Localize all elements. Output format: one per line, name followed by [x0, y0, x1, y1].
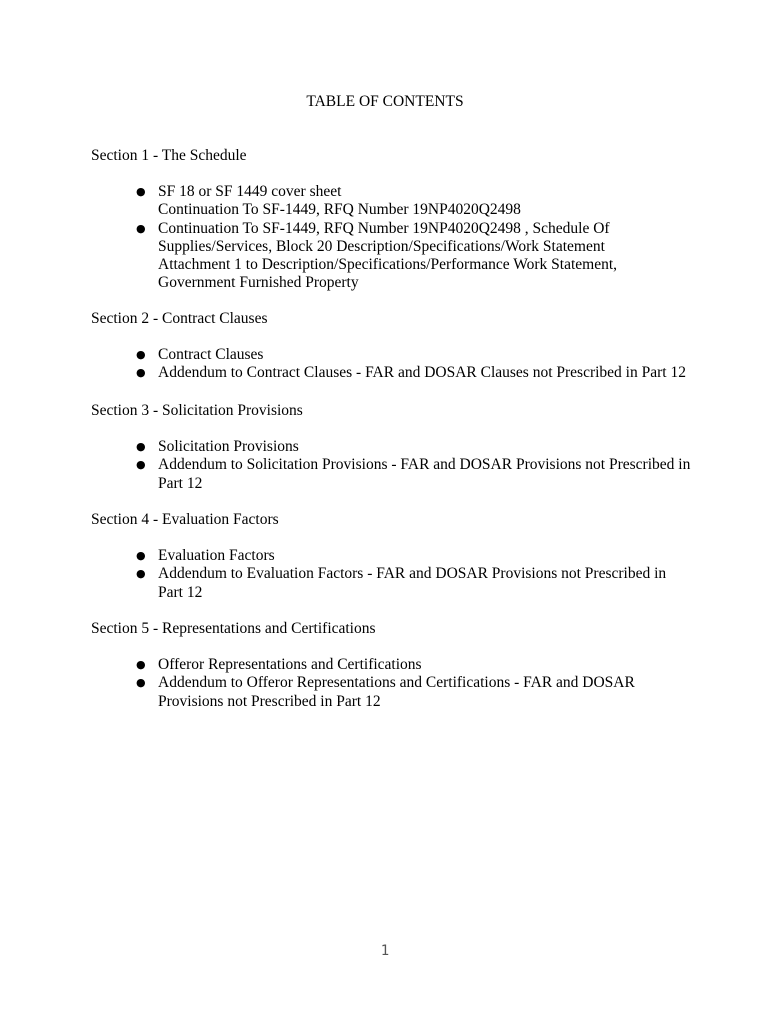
bullet-icon: ● [136, 676, 146, 690]
section-2 [91, 310, 691, 383]
list-item [91, 183, 691, 219]
bullet-icon: ● [136, 549, 146, 563]
item-line: Addendum to Solicitation Provisions - FAR and DOSAR Provisions not Prescribed in [158, 456, 691, 474]
item-line: Supplies/Services, Block 20 Description/Specifications/Work Statement [158, 237, 605, 255]
section-heading: Section 5 - Representations and Certifications [91, 620, 376, 637]
list-item [91, 547, 691, 565]
item-line: Evaluation Factors [158, 547, 275, 565]
item-line: Contract Clauses [158, 346, 264, 364]
bullet-icon: ● [136, 458, 146, 472]
bullet-icon: ● [136, 185, 146, 199]
item-line: Offeror Representations and Certifications [158, 656, 422, 674]
bullet-icon: ● [136, 658, 146, 672]
bullet-icon: ● [136, 366, 146, 380]
section-items [91, 547, 691, 602]
section-items [91, 346, 691, 382]
section-items [91, 656, 691, 711]
section-items [91, 438, 691, 493]
list-item [91, 456, 691, 492]
list-item [91, 674, 691, 710]
item-line: Part 12 [158, 474, 203, 492]
item-line: Addendum to Offeror Representations and Certifications - FAR and DOSAR [158, 674, 635, 692]
list-item [91, 438, 691, 456]
list-item [91, 346, 691, 364]
list-item [91, 656, 691, 674]
item-line: Addendum to Contract Clauses - FAR and DOSAR Clauses not Prescribed in Part 12 [158, 364, 686, 382]
section-1 [91, 147, 691, 292]
section-3 [91, 402, 691, 493]
item-line: Part 12 [158, 583, 203, 601]
bullet-icon: ● [136, 440, 146, 454]
item-line: Continuation To SF-1449, RFQ Number 19NP4020Q2498 [158, 201, 521, 219]
bullet-icon: ● [136, 348, 146, 362]
list-item [91, 220, 691, 293]
section-4 [91, 511, 691, 602]
section-heading: Section 4 - Evaluation Factors [91, 511, 279, 528]
page-title: TABLE OF CONTENTS [306, 93, 464, 110]
item-line: Addendum to Evaluation Factors - FAR and DOSAR Provisions not Prescribed in [158, 565, 667, 583]
item-line: Government Furnished Property [158, 274, 359, 292]
item-line: SF 18 or SF 1449 cover sheet [158, 183, 342, 201]
section-items [91, 183, 691, 292]
section-5 [91, 620, 691, 711]
section-heading: Section 2 - Contract Clauses [91, 310, 268, 327]
item-line: Attachment 1 to Description/Specifications/Performance Work Statement, [158, 256, 618, 274]
section-heading: Section 1 - The Schedule [91, 147, 247, 164]
item-line: Provisions not Prescribed in Part 12 [158, 692, 381, 710]
item-line: Solicitation Provisions [158, 438, 299, 456]
section-heading: Section 3 - Solicitation Provisions [91, 402, 303, 419]
list-item [91, 364, 691, 382]
bullet-icon: ● [136, 567, 146, 581]
bullet-icon: ● [136, 221, 146, 235]
page-number: 1 [380, 943, 390, 959]
item-line: Continuation To SF-1449, RFQ Number 19NP4020Q2498 , Schedule Of [158, 219, 610, 237]
list-item [91, 565, 691, 601]
